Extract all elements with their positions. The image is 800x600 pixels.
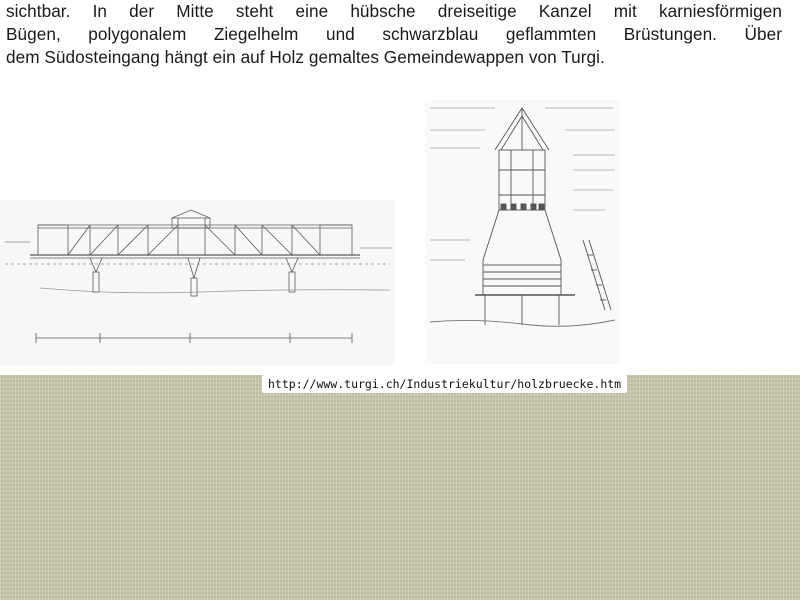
paragraph-line: Bügen, polygonalem Ziegelhelm und schwarzblau geflammten Brüstungen. Über [6,24,782,44]
paragraph-line: dem Südosteingang hängt ein auf Holz gemaltes Gemeindewappen von Turgi. [6,47,605,67]
paragraph-line: sichtbar. In der Mitte steht eine hübsche dreiseitige Kanzel mit karniesförmigen [6,1,782,21]
bridge-drawing-svg [0,200,395,365]
bridge-elevation-drawing [0,200,395,365]
linen-background [0,375,800,600]
body-paragraph [6,0,782,69]
bridge-cross-section-drawing [425,100,620,365]
source-url-caption[interactable]: http://www.turgi.ch/Industriekultur/holzbruecke.htm [262,375,627,393]
tower-drawing-svg [425,100,620,365]
